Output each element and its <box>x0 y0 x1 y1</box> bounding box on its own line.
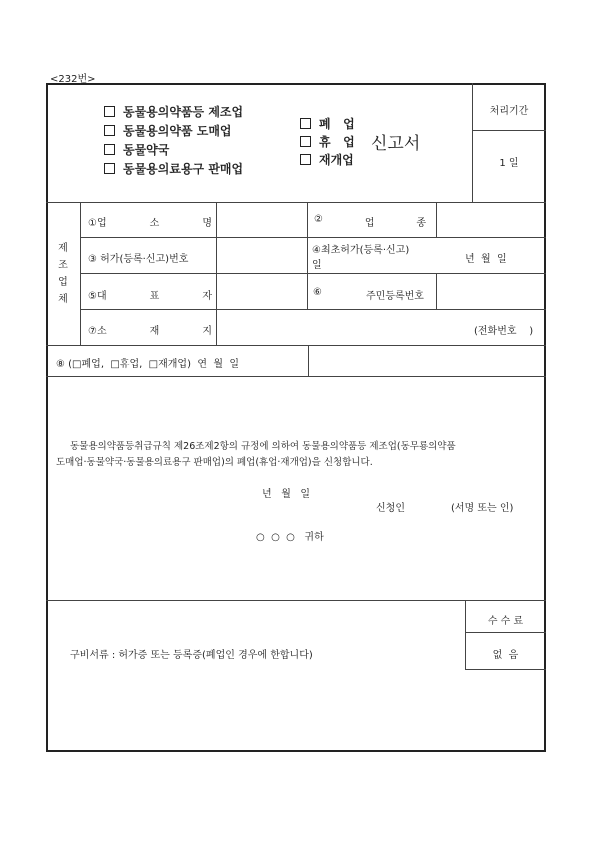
section-label: 제조업체 <box>58 243 68 305</box>
first-permit-label-line2: 일 <box>312 260 322 271</box>
location-field[interactable] <box>217 310 467 344</box>
closure-date-field[interactable] <box>309 346 545 375</box>
signature-note: (서명 또는 인) <box>451 503 514 514</box>
processing-line <box>472 130 546 131</box>
checkbox-icon <box>104 163 115 174</box>
report-type-suspension: 휴 업 <box>300 133 355 150</box>
fee-value: 없 음 <box>492 650 519 661</box>
row-line-1 <box>80 237 546 238</box>
permit-number-label: ③ 허가(등록·신고)번호 <box>88 254 189 265</box>
applicant-label: 신청인 <box>376 503 405 514</box>
business-type-field[interactable] <box>437 203 545 237</box>
business-type-pharmacy: 동물약국 <box>104 141 169 158</box>
checkbox-icon <box>104 106 115 117</box>
checkbox-icon <box>300 118 311 129</box>
phone-label: (전화번호 ) <box>474 326 534 337</box>
addressee: ○ ○ ○ 귀하 <box>256 532 324 543</box>
statement-line-1: 동물용의약품등취급규칙 제26조제2항의 규정에 의하여 동물용의약품등 제조업(동무룡의약품 <box>70 441 456 452</box>
business-type-label: ② 업 종 <box>314 214 426 229</box>
name-label: ①업 소 명 <box>88 218 212 229</box>
checkbox-icon <box>300 154 311 165</box>
application-date[interactable]: 년 월 일 <box>262 489 311 500</box>
closure-date-label: ⑧ (□폐업, □휴업, □재개업) 연 월 일 <box>56 359 240 370</box>
fee-label: 수 수 료 <box>487 616 524 627</box>
representative-field[interactable] <box>217 274 306 308</box>
permit-number-field[interactable] <box>217 238 306 272</box>
footer-top-line <box>46 600 546 601</box>
processing-period-value: 1 일 <box>499 158 519 169</box>
required-documents: 구비서류 : 허가증 또는 등록증(폐업인 경우에 한합니다) <box>70 650 313 661</box>
fee-line <box>465 632 546 633</box>
form-title: 신고서 <box>371 134 421 154</box>
report-type-closure: 폐 업 <box>300 115 355 132</box>
business-type-device-sales: 동물용의료용구 판매업 <box>104 160 243 177</box>
col-line-b <box>307 202 308 309</box>
form-number: <232번> <box>50 74 96 85</box>
name-field[interactable] <box>217 203 306 237</box>
checkbox-icon <box>104 125 115 136</box>
resident-number-prefix: ⑥ <box>313 287 322 298</box>
checkbox-icon <box>104 144 115 155</box>
first-permit-date[interactable]: 년 월 일 <box>465 254 507 265</box>
processing-period-label: 처리기간 <box>489 106 529 117</box>
business-type-manufacture: 동물용의약품등 제조업 <box>104 103 243 120</box>
resident-number-field[interactable] <box>437 274 545 308</box>
statement-line-2: 도매업·동물약국·동물용의료용구 판매업)의 폐업(휴업·재개업)을 신청합니다. <box>56 457 373 468</box>
location-label: ⑦소 재 지 <box>88 326 212 337</box>
resident-number-label: 주민등록번호 <box>366 291 424 302</box>
representative-label: ⑤대 표 자 <box>88 291 212 302</box>
fee-bottom-line <box>465 669 546 670</box>
first-permit-label-line1: ④최초허가(등록·신고) <box>312 245 410 256</box>
report-type-reopen: 재개업 <box>300 151 354 168</box>
checkbox-icon <box>300 136 311 147</box>
row-line-5 <box>46 376 546 377</box>
processing-divider <box>472 83 473 202</box>
business-type-wholesale: 동물용의약품 도매업 <box>104 122 232 139</box>
